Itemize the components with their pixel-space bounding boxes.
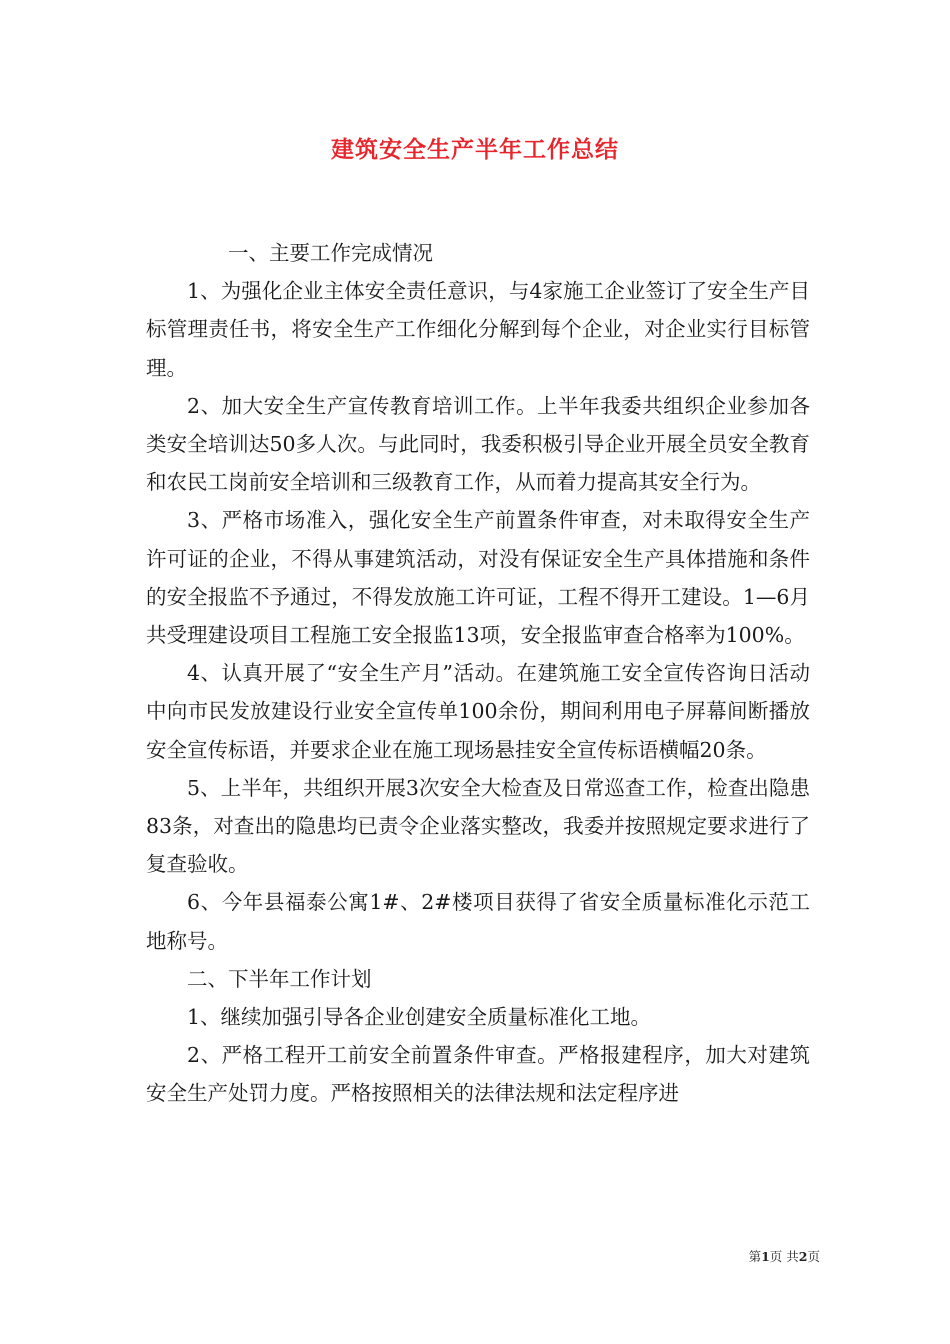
document-body (146, 234, 810, 1113)
current-page-number: 1 (761, 1249, 770, 1264)
paragraph-4: 4、认真开展了“安全生产月”活动。在建筑施工安全宣传咨询日活动中向市民发放建设行业安全宣传单100余份，期间利用电子屏幕间断播放安全宣传标语，并要求企业在施工现场悬挂安全宣传标语横幅20条。 (146, 661, 810, 762)
total-pages-number: 2 (798, 1249, 808, 1264)
footer-suffix: 页 (807, 1249, 820, 1264)
footer-prefix: 第 (748, 1249, 762, 1264)
paragraph-2: 2、加大安全生产宣传教育培训工作。上半年我委共组织企业参加各类安全培训达50多人次。与此同时，我委积极引导企业开展全员安全教育和农民工岗前安全培训和三级教育工作，从而着力提高其安全行为。 (146, 393, 810, 495)
footer-middle: 页 共 (769, 1249, 799, 1264)
section-heading-1: 一、主要工作完成情况 (228, 241, 433, 265)
document-title: 建筑安全生产半年工作总结 (331, 137, 619, 163)
paragraph-3: 3、严格市场准入，强化安全生产前置条件审查，对未取得安全生产许可证的企业，不得从事建筑活动，对没有保证安全生产具体措施和条件的安全报监不予通过，不得发放施工许可证，工程不得开工建设。1—6月共受理建设项目工程施工安全报监13项，安全报监审查合格率为100%。 (146, 508, 810, 648)
paragraph-5: 5、上半年，共组织开展3次安全大检查及日常巡查工作，检查出隐患83条，对查出的隐患均已责令企业落实整改，我委并按照规定要求进行了复查验收。 (146, 775, 810, 877)
paragraph-6: 6、今年县福泰公寓1#、2#楼项目获得了省安全质量标准化示范工地称号。 (146, 890, 810, 953)
section-heading-2: 二、下半年工作计划 (187, 966, 372, 991)
paragraph-7: 1、继续加强引导各企业创建安全质量标准化工地。 (187, 1005, 652, 1030)
page-footer (0, 1248, 820, 1266)
paragraph-8: 2、严格工程开工前安全前置条件审查。严格报建程序，加大对建筑安全生产处罚力度。严格按照相关的法律法规和法定程序进 (146, 1043, 810, 1106)
paragraph-1: 1、为强化企业主体安全责任意识，与4家施工企业签订了安全生产目标管理责任书，将安全生产工作细化分解到每个企业，对企业实行目标管理。 (146, 279, 810, 380)
